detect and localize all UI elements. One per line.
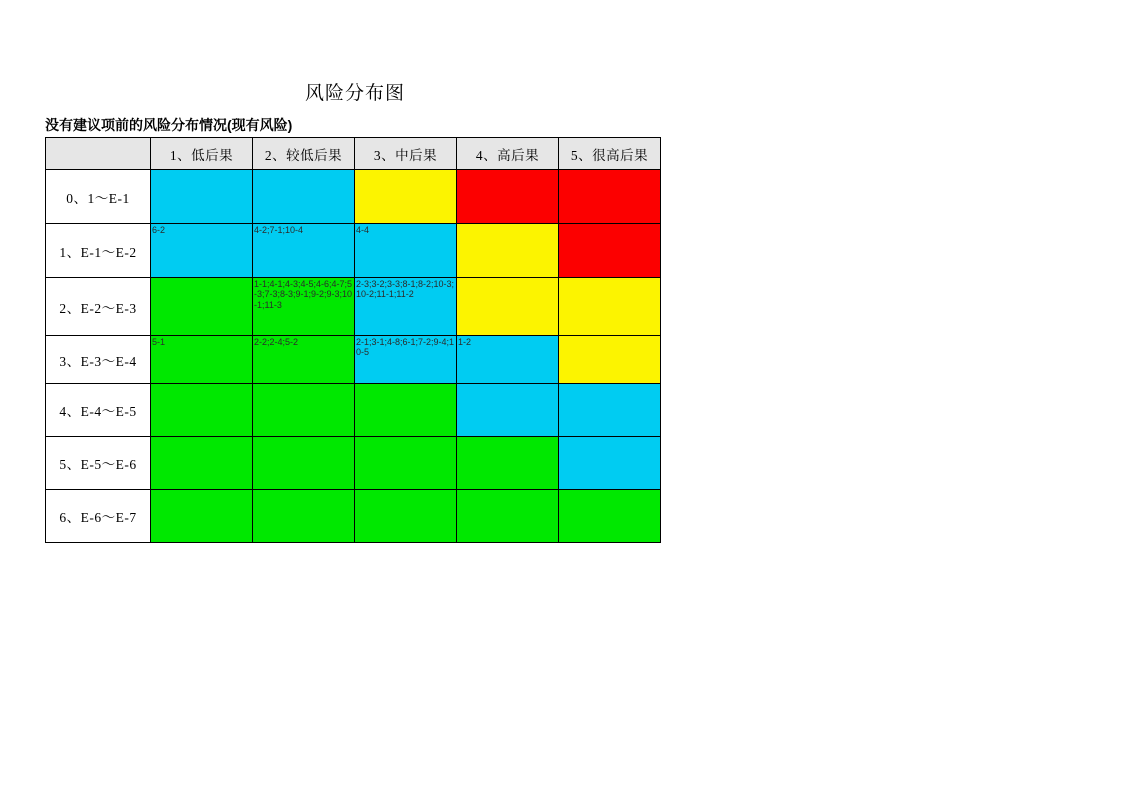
row-header-5: 4、E-4～E-5 [46,384,151,437]
matrix-cell-r4-c3[interactable] [355,336,457,384]
cell-note: 1-1;4-1;4-3;4-5;4-6;4-7;5-3;7-3;8-3;9-1;9-2;9-3;10-1;11-3 [254,279,353,310]
matrix-cell-r3-c3[interactable] [355,278,457,336]
row-header-4: 3、E-3～E-4 [46,336,151,384]
column-header-5: 5、很高后果 [559,138,661,170]
page-title: 风险分布图 [304,83,405,104]
matrix-row [46,490,661,543]
matrix-cell-r6-c5[interactable] [559,437,661,490]
matrix-cell-r4-c1[interactable] [151,336,253,384]
section-subtitle: 没有建议项前的风险分布情况(现有风险) [45,117,293,133]
matrix-cell-r1-c5[interactable] [559,170,661,224]
matrix-cell-r5-c4[interactable] [457,384,559,437]
matrix-corner [46,138,151,170]
matrix-cell-r1-c3[interactable] [355,170,457,224]
matrix-cell-r5-c3[interactable] [355,384,457,437]
matrix-cell-r3-c1[interactable] [151,278,253,336]
matrix-cell-r7-c4[interactable] [457,490,559,543]
column-header-2: 2、较低后果 [253,138,355,170]
matrix-cell-r6-c4[interactable] [457,437,559,490]
matrix-cell-r4-c5[interactable] [559,336,661,384]
matrix-cell-r7-c2[interactable] [253,490,355,543]
matrix-cell-r5-c5[interactable] [559,384,661,437]
matrix-cell-r2-c2[interactable] [253,224,355,278]
matrix-cell-r1-c1[interactable] [151,170,253,224]
column-header-3: 3、中后果 [355,138,457,170]
matrix-cell-r5-c1[interactable] [151,384,253,437]
matrix-row [46,384,661,437]
row-header-2: 1、E-1～E-2 [46,224,151,278]
matrix-cell-r7-c1[interactable] [151,490,253,543]
cell-note: 6-2 [152,225,166,235]
matrix-cell-r3-c5[interactable] [559,278,661,336]
matrix-cell-r1-c4[interactable] [457,170,559,224]
matrix-cell-r4-c4[interactable] [457,336,559,384]
matrix-row [46,224,661,278]
matrix-cell-r3-c2[interactable] [253,278,355,336]
column-header-4: 4、高后果 [457,138,559,170]
matrix-header-row [46,138,661,170]
matrix-cell-r1-c2[interactable] [253,170,355,224]
matrix-cell-r6-c2[interactable] [253,437,355,490]
matrix-cell-r2-c4[interactable] [457,224,559,278]
matrix-cell-r2-c3[interactable] [355,224,457,278]
matrix-cell-r6-c1[interactable] [151,437,253,490]
cell-note: 4-2;7-1;10-4 [254,225,304,235]
risk-distribution-matrix [45,137,661,543]
matrix-cell-r2-c1[interactable] [151,224,253,278]
matrix-row [46,170,661,224]
cell-note: 4-4 [356,225,370,235]
matrix-row [46,278,661,336]
row-header-6: 5、E-5～E-6 [46,437,151,490]
cell-note: 5-1 [152,337,166,347]
matrix-cell-r2-c5[interactable] [559,224,661,278]
matrix-cell-r6-c3[interactable] [355,437,457,490]
row-header-7: 6、E-6～E-7 [46,490,151,543]
matrix-cell-r3-c4[interactable] [457,278,559,336]
matrix-row [46,336,661,384]
matrix-row [46,437,661,490]
cell-note: 2-1;3-1;4-8;6-1;7-2;9-4;10-5 [356,337,455,358]
matrix-cell-r7-c3[interactable] [355,490,457,543]
cell-note: 2-3;3-2;3-3;8-1;8-2;10-3;10-2;11-1;11-2 [356,279,455,300]
matrix-cell-r7-c5[interactable] [559,490,661,543]
cell-note: 2-2;2-4;5-2 [254,337,299,347]
column-header-1: 1、低后果 [151,138,253,170]
row-header-3: 2、E-2～E-3 [46,278,151,336]
row-header-1: 0、1～E-1 [46,170,151,224]
matrix-cell-r5-c2[interactable] [253,384,355,437]
matrix-cell-r4-c2[interactable] [253,336,355,384]
cell-note: 1-2 [458,337,472,347]
